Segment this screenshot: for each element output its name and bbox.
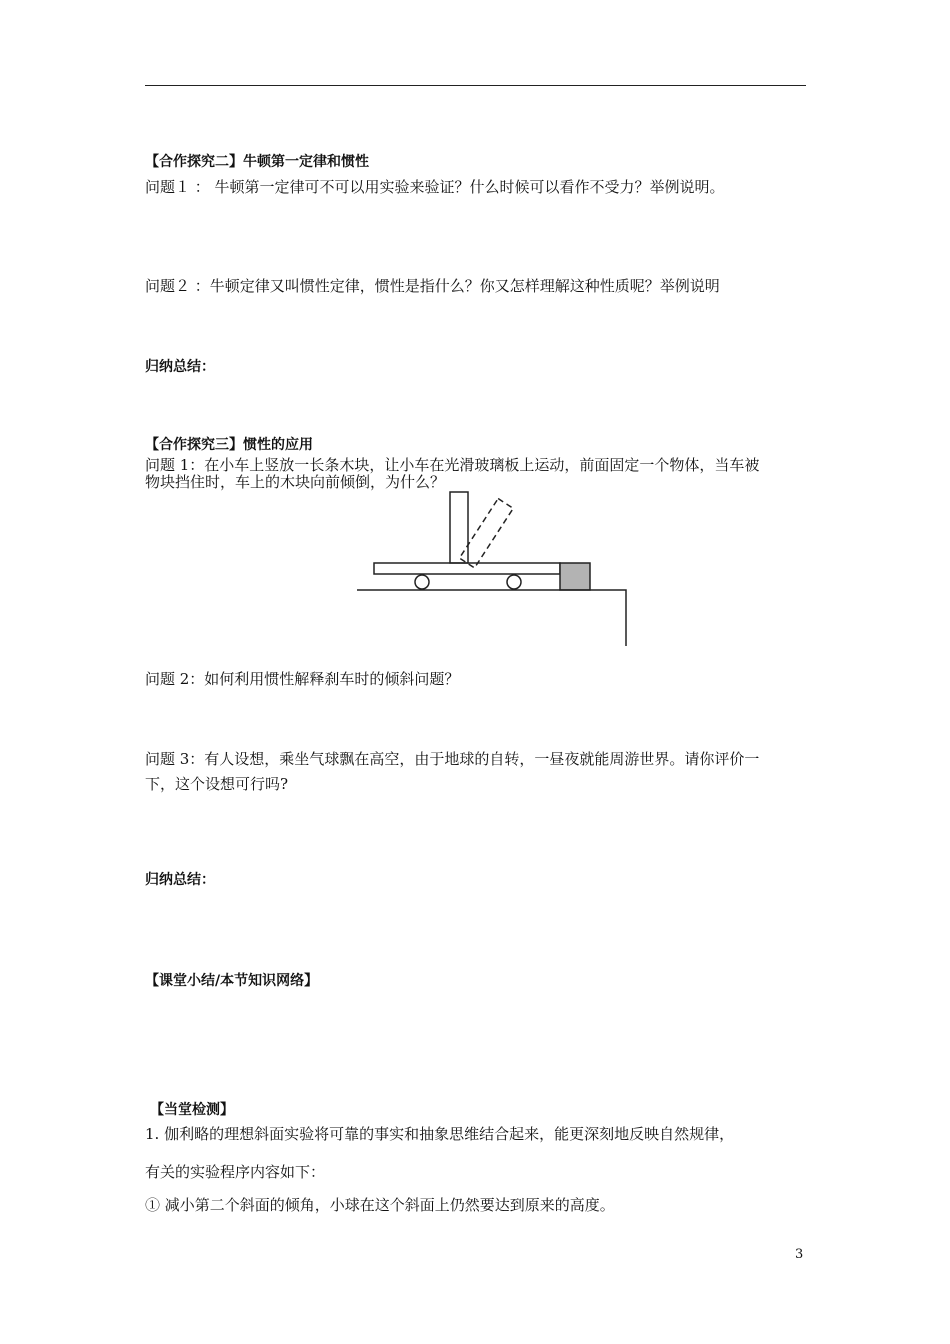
section2-summary-label: 归纳总结： xyxy=(145,359,215,375)
section3-question3-line2: 下，这个设想可行吗? xyxy=(145,775,289,793)
fixed-obstacle xyxy=(560,563,590,590)
section3-summary-label: 归纳总结： xyxy=(145,872,215,888)
section2-question2: 问题２ ：牛顿定律又叫惯性定律，惯性是指什么？你又怎样理解这种性质呢？举例说明 xyxy=(145,277,720,295)
cart-wheel-left xyxy=(415,575,429,589)
section3-question3-line1: 问题 3：有人设想，乘坐气球飘在高空，由于地球的自转，一昼夜就能周游世界。请你评价一 xyxy=(145,750,760,768)
upright-block xyxy=(450,492,468,563)
cart-board xyxy=(374,563,560,574)
quiz-item1-line1: 1. 伽利略的理想斜面实验将可靠的事实和抽象思维结合起来，能更深刻地反映自然规律， xyxy=(145,1125,735,1143)
section3-question1-line1: 问题 1：在小车上竖放一长条木块，让小车在光滑玻璃板上运动，前面固定一个物体，当车被 xyxy=(145,456,760,474)
quiz-item1-line2: 有关的实验程序内容如下： xyxy=(145,1163,326,1181)
cart-wheel-right xyxy=(507,575,521,589)
section2-title: 【合作探究二】牛顿第一定律和惯性 xyxy=(145,154,369,170)
section3-title: 【合作探究三】惯性的应用 xyxy=(145,437,313,453)
page-number: 3 xyxy=(795,1247,804,1262)
quiz-title: 【当堂检测】 xyxy=(150,1102,234,1118)
quiz-item1-step1: ① 减小第二个斜面的倾角，小球在这个斜面上仍然要达到原来的高度。 xyxy=(145,1196,615,1214)
table-surface xyxy=(357,590,626,646)
section3-question1-line2: 物块挡住时，车上的木块向前倾倒，为什么？ xyxy=(145,473,446,491)
section3-question2: 问题 2：如何利用惯性解释刹车时的倾斜问题？ xyxy=(145,670,460,688)
section2-question1: 问题１ ： 牛顿第一定律可不可以用实验来验证？什么时候可以看作不受力？举例说明。 xyxy=(145,178,725,196)
class-summary-title: 【课堂小结/本节知识网络】 xyxy=(145,973,319,989)
